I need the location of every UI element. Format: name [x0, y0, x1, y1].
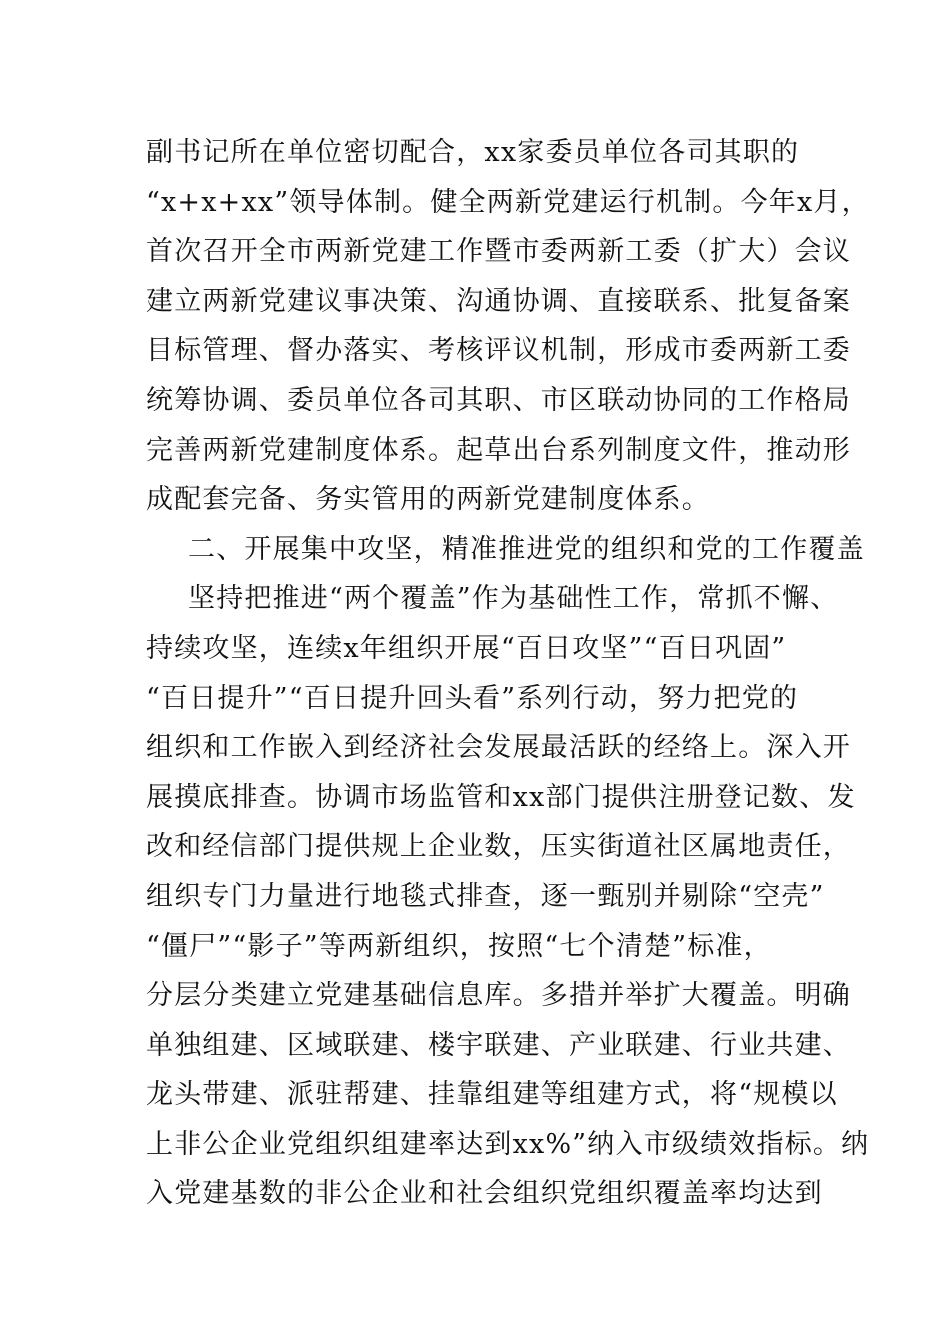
- text-line: 展摸底排查。协调市场监管和xx部门提供注册登记数、发: [146, 781, 856, 813]
- text-line: 龙头带建、派驻帮建、挂靠组建等组建方式，将“规模以: [146, 1079, 838, 1111]
- text-line: 首次召开全市两新党建工作暨市委两新工委（扩大）会议: [146, 236, 851, 268]
- paragraph-first-line: 坚持把推进“两个覆盖”作为基础性工作，常抓不懈、: [188, 583, 839, 615]
- text-line: 成配套完备、务实管用的两新党建制度体系。: [146, 484, 710, 516]
- text-line: 入党建基数的非公企业和社会组织党组织覆盖率均达到: [146, 1178, 823, 1210]
- text-line: 持续攻坚，连续x年组织开展“百日攻坚”“百日巩固”: [146, 632, 787, 664]
- text-line: 组织专门力量进行地毯式排查，逐一甄别并剔除“空壳”: [146, 880, 825, 912]
- section-heading: 二、开展集中攻坚，精准推进党的组织和党的工作覆盖: [188, 533, 865, 565]
- text-line: 单独组建、区域联建、楼宇联建、产业联建、行业共建、: [146, 1029, 851, 1061]
- text-line: “百日提升”“百日提升回头看”系列行动，努力把党的: [146, 682, 799, 714]
- text-line: 统筹协调、委员单位各司其职、市区联动协同的工作格局: [146, 384, 851, 416]
- text-line: 副书记所在单位密切配合，xx家委员单位各司其职的: [146, 137, 800, 168]
- text-line: 建立两新党建议事决策、沟通协调、直接联系、批复备案: [146, 285, 851, 317]
- text-line: 组织和工作嵌入到经济社会发展最活跃的经络上。深入开: [146, 732, 851, 764]
- text-line: 改和经信部门提供规上企业数，压实街道社区属地责任，: [146, 831, 851, 863]
- text-line: “x+x+xx”领导体制。健全两新党建运行机制。今年x月，: [146, 186, 870, 218]
- text-line: 完善两新党建制度体系。起草出台系列制度文件，推动形: [146, 434, 851, 466]
- document-body: [146, 128, 870, 1219]
- text-line: 上非公企业党组织组建率达到xx%”纳入市级绩效指标。纳: [146, 1128, 870, 1160]
- text-line: 目标管理、督办落实、考核评议机制，形成市委两新工委: [146, 335, 851, 367]
- text-line: 分层分类建立党建基础信息库。多措并举扩大覆盖。明确: [146, 980, 851, 1012]
- text-line: “僵尸”“影子”等两新组织，按照“七个清楚”标准，: [146, 930, 772, 962]
